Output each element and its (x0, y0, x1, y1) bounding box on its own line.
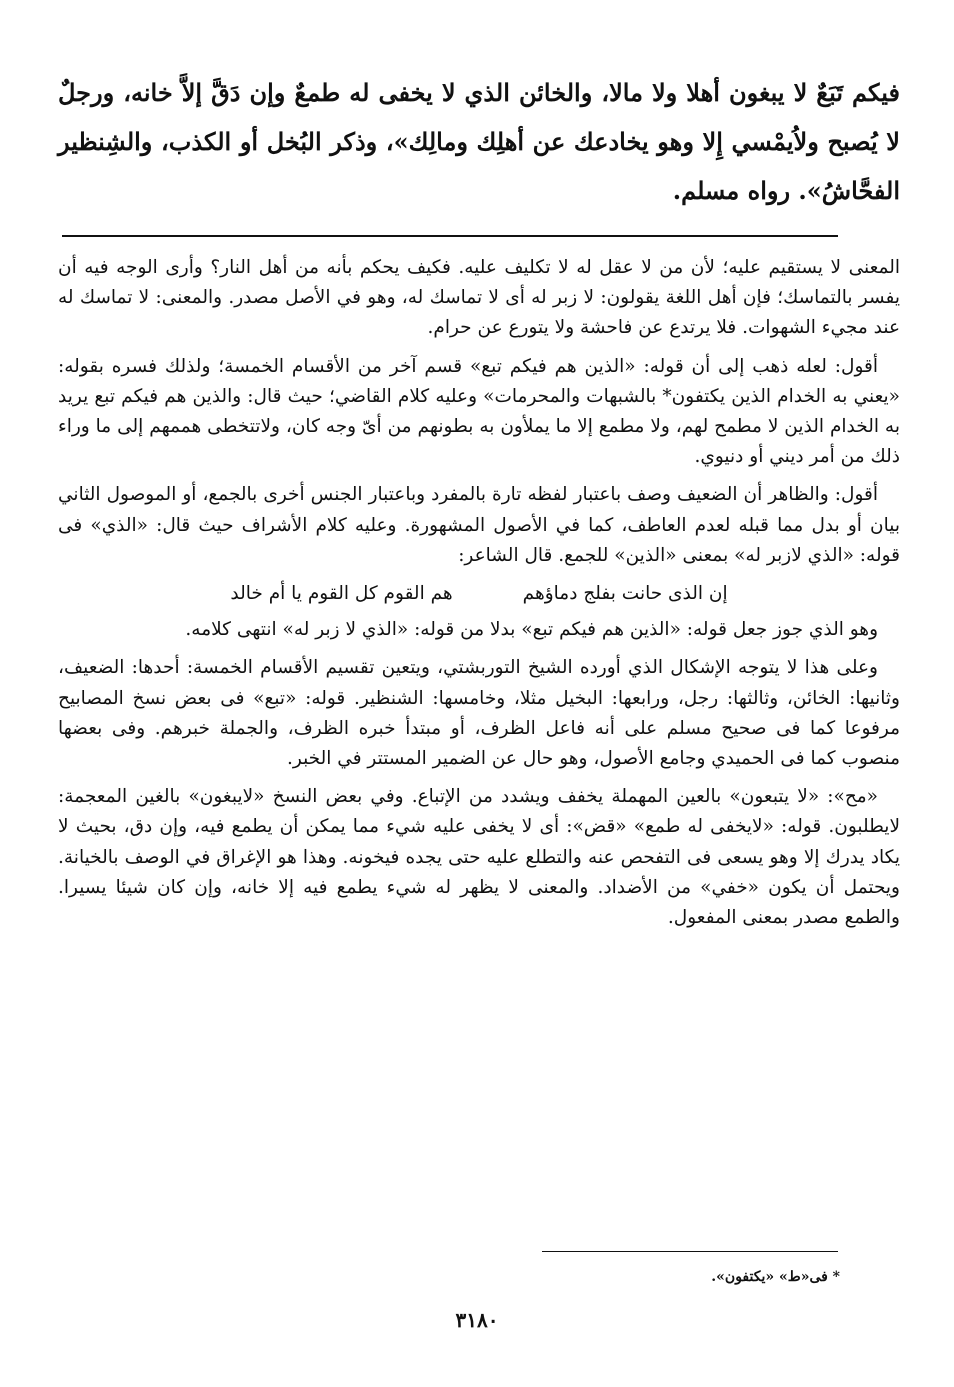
commentary-section (58, 253, 900, 941)
commentary-paragraph-3: أقول: والظاهر أن الضعيف وصف باعتبار لفظه تارة بالمفرد وباعتبار الجنس أخرى بالجمع، أو الموصول الثاني بيان أو بدل مما قبله لعدم العاطف، كما في الأصول المشهورة. وعليه كلام الأشراف حيث قال: «الذي» فى قوله: «الذي لازبر له» بمعنى «الذين» للجمع. قال الشاعر: (58, 484, 900, 566)
commentary-paragraph-2: أقول: لعله ذهب إلى أن قوله: «الذين هم فيكم تبع» قسم آخر من الأقسام الخمسة؛ ولذلك فسره بقوله: «يعني به الخدام الذين يكتفون* بالشبهات والمحرمات» وعليه كلام القاضي؛ حيث قال: والذين هم فيكم تبع يريد به الخدام الذين لا مطمح لهم، ولا مطمع إلا ما يملأون به بطونهم من أىّ وجه كان، ولاتتخطى هممهم إلى ما وراء ذلك من أمر ديني أو دنيوي. (58, 355, 900, 468)
commentary-paragraph-4: وهو الذي جوز جعل قوله: «الذين هم فيكم تبع» بدلا من قوله: «الذي لا زبر له» انتهى كلامه. (185, 619, 878, 641)
footnote-separator (542, 1251, 838, 1252)
hadith-text (58, 68, 900, 215)
poetry-verse (58, 579, 900, 609)
page-number: ٣١٨٠ (455, 1308, 499, 1332)
commentary-paragraph-6: «مح»: «لا يتبعون» بالعين المهملة يخفف ويشدد من الإتباع. وفي بعض النسخ «لايبغون» بالغين المعجمة: لايطلبون. قوله: «لايخفى له طمع» «قض»: أى لا يخفى عليه شيء مما يمكن أن يطمع فيه، وإن دق، بحيث لا يكاد يدرك إلا وهو يسعى فى التفحص عنه والتطلع عليه حتى يجده فيخونه. وهذا هو الإغراق في الوصف بالخيانة. ويحتمل أن يكون «خفي» من الأضداد. والمعنى لا يظهر له شيء يطمع فيه إلا خانه، وإن كان شيئا يسيرا. والطمع مصدر بمعنى المفعول. (58, 786, 900, 929)
verse-second-hemistich: هم القوم كل القوم يا أم خالد (230, 583, 453, 605)
hadith-paragraph: فيكم تَبَعٌ لا يبغون أهلا ولا مالا، والخائن الذي لا يخفى له طمعٌ وإن دَقَّ إلاَّ خانه، ورجلٌ لا يُصبح ولاُيمْسي إِلا وهو يخادعك عن أهلِك ومالِك»، وذكر البُخل أو الكذب، والشِنظير الفحَّاشُ». رواه مسلم. (58, 78, 900, 205)
verse-first-hemistich: إن الذى حانت بفلج دماؤهم (522, 583, 728, 605)
commentary-paragraph-5: وعلى هذا لا يتوجه الإشكال الذي أورده الشيخ التوربشتي، ويتعين تقسيم الأقسام الخمسة: أحدها: الضعيف، وثانيها: الخائن، وثالثها: رجل، ورابعها: البخيل مثلا، وخامسها: الشنظير. قوله: «تبع» فى بعض نسخ المصابيح مرفوعا كما فى صحيح مسلم على أنه فاعل الظرف، أو مبتدأ خبره الظرف، والجملة خبرهم. وفى بعضها منصوب كما فى الحميدي وجامع الأصول، وهو حال عن الضمير المستتر في الخبر. (58, 657, 900, 770)
commentary-paragraph-1: المعنى لا يستقيم عليه؛ لأن من لا عقل له لا تكليف عليه. فكيف يحكم بأنه من أهل النار؟ وأرى الوجه فيه أن يفسر بالتماسك؛ فإن أهل اللغة يقولون: لا زبر له أى لا تماسك له، وهو في الأصل مصدر. والمعنى: لا تماسك له عند مجيء الشهوات. فلا يرتدع عن فاحشة ولا يتورع عن حرام. (58, 257, 900, 339)
footnote: * فى«ط» «يكتفون». (711, 1269, 840, 1285)
separator-rule (62, 235, 838, 237)
